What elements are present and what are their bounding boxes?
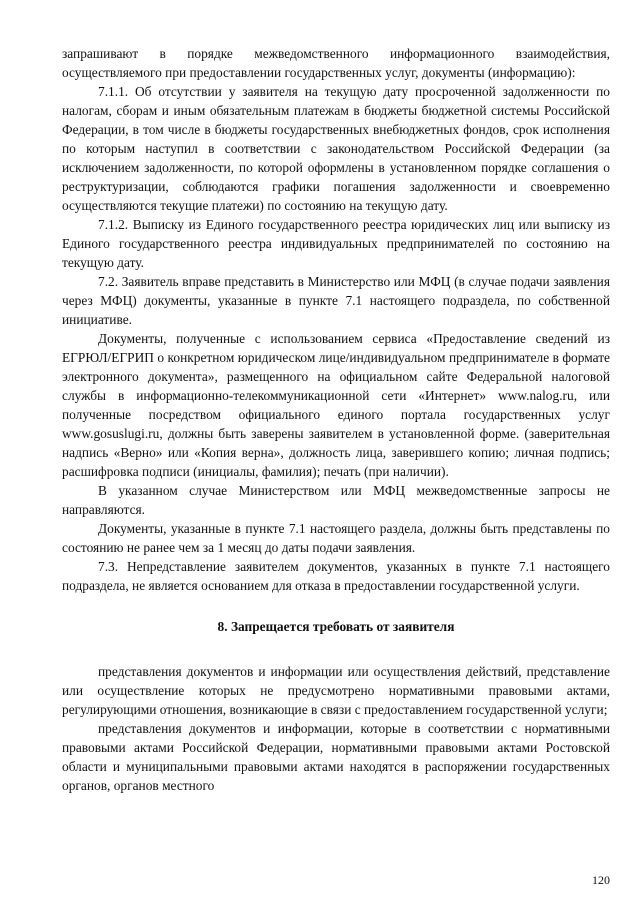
paragraph-7-1-1: 7.1.1. Об отсутствии у заявителя на текущую дату просроченной задолженности по налогам, сборам и иным обязательным платежам в бюджеты бюджетной системы Российской Федерации, в том числе в бюджеты государственных внебюджетных фондов, срок исполнения по которым наступил в соответствии с законодательством Российской Федерации (за исключением задолженности, по которой оформлены в установленном порядке соглашения о реструктуризации, соблюдаются графики погашения задолженности и своевременно осуществляются текущие платежи) по состоянию на текущую дату. bbox=[62, 84, 610, 213]
paragraph-7-1-2: 7.1.2. Выписку из Единого государственного реестра юридических лиц или выписку из Единого государственного реестра индивидуальных предпринимателей по состоянию на текущую дату. bbox=[62, 217, 610, 270]
paragraph-validity: Документы, указанные в пункте 7.1 настоящего раздела, должны быть представлены по состоянию не ранее чем за 1 месяц до даты подачи заявления. bbox=[62, 521, 610, 555]
section-heading: 8. Запрещается требовать от заявителя bbox=[217, 619, 455, 634]
paragraph-7-2: 7.2. Заявитель вправе представить в Министерство или МФЦ (в случае подачи заявления через МФЦ) документы, указанные в пункте 7.1 настоящего подраздела, по собственной инициативе. bbox=[62, 274, 610, 327]
document-body bbox=[62, 44, 610, 795]
paragraph-prohibition-1: представления документов и информации или осуществления действий, представление или осуществление которых не предусмотрено нормативными правовыми актами, регулирующими отношения, возникающие в связи с предоставлением государственной услуги; bbox=[62, 664, 610, 717]
paragraph-prohibition-2: представления документов и информации, которые в соответствии с нормативными правовыми актами Российской Федерации, нормативными правовыми актами Ростовской области и муниципальными правовыми актами находятся в распоряжении государственных органов, органов местного bbox=[62, 721, 610, 793]
paragraph-no-requests: В указанном случае Министерством или МФЦ межведомственные запросы не направляются. bbox=[62, 483, 610, 517]
paragraph-documents-egrul: Документы, полученные с использованием сервиса «Предоставление сведений из ЕГРЮЛ/ЕГРИП о конкретном юридическом лице/индивидуальном предпринимателе в формате электронного документа», размещенного на официальном сайте Федеральной налоговой службы в информационно-телекоммуникационной сети «Интернет» www.nalog.ru, или полученные посредством официального единого портала государственных услуг www.gosuslugi.ru, должны быть заверены заявителем в установленной форме. (заверительная надпись «Верно» или «Копия верна», должность лица, заверившего копию; личная подпись; расшифровка подписи (инициалы, фамилия); печать (при наличии). bbox=[62, 331, 610, 479]
paragraph-7-3: 7.3. Непредставление заявителем документов, указанных в пункте 7.1 настоящего подраздела, не является основанием для отказа в предоставлении государственной услуги. bbox=[62, 559, 610, 593]
paragraph-intro: запрашивают в порядке межведомственного информационного взаимодействия, осуществляемого при предоставлении государственных услуг, документы (информацию): bbox=[62, 46, 610, 80]
page-number: 120 bbox=[592, 873, 610, 887]
